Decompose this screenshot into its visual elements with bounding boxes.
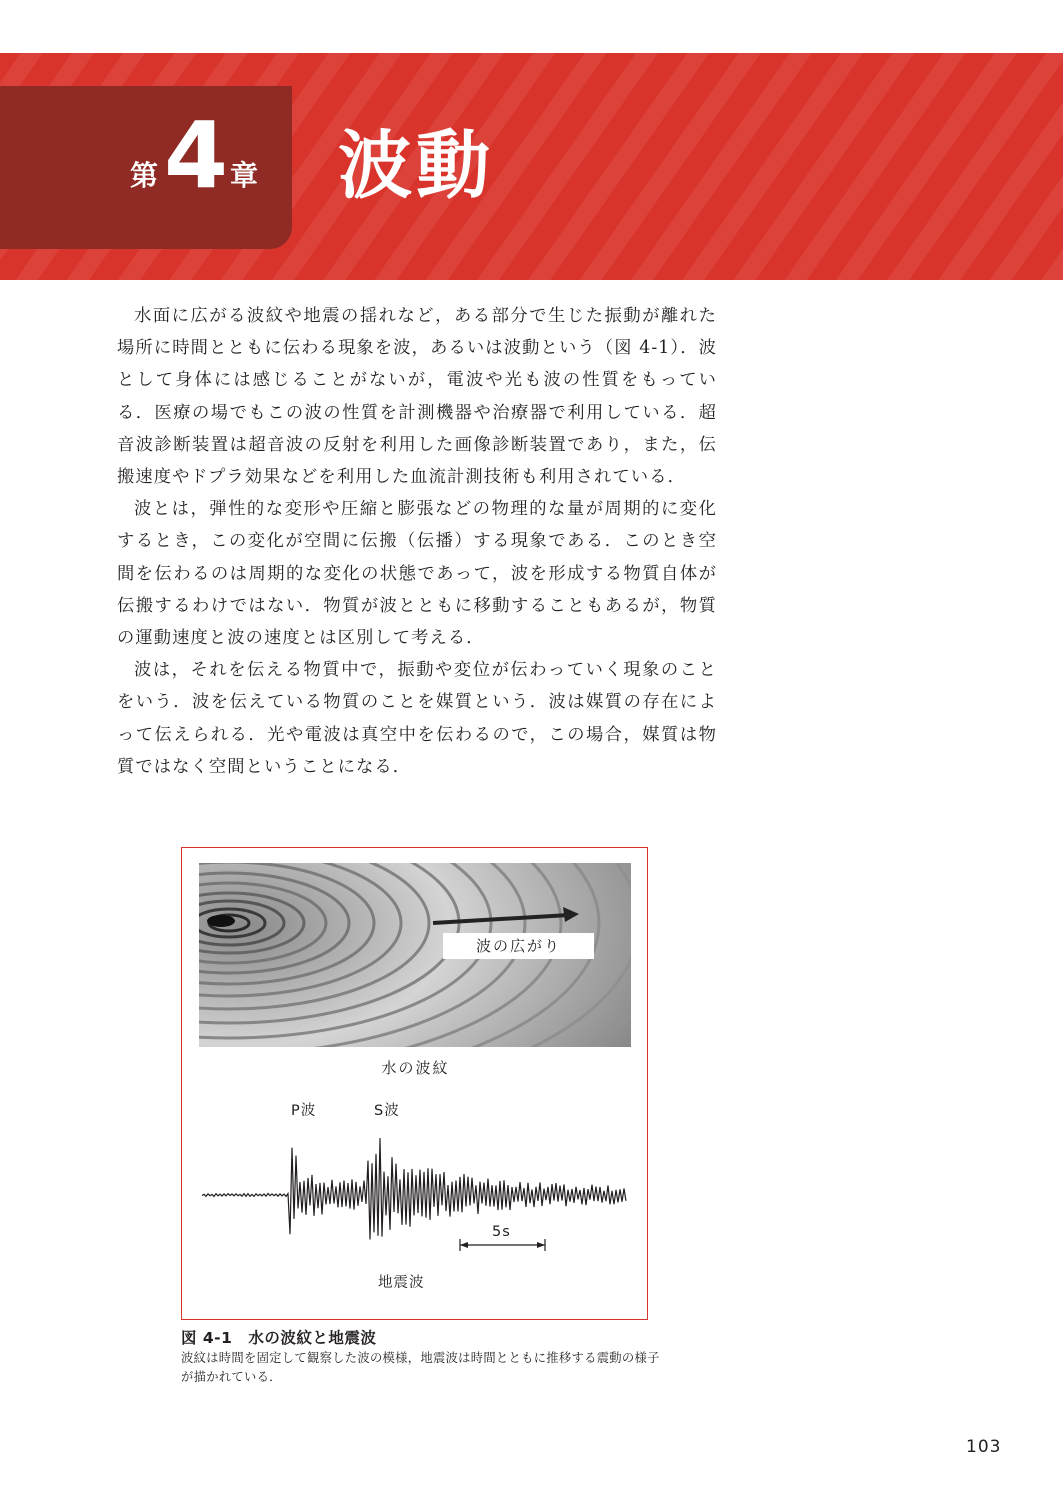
water-ripple-photo xyxy=(199,863,631,1047)
seismic-wave-line xyxy=(202,1138,626,1239)
page-number: 103 xyxy=(966,1437,1002,1457)
seismogram xyxy=(182,1088,649,1291)
photo-arrow-label: 波の広がり xyxy=(443,933,594,959)
chapter-banner xyxy=(0,53,1063,280)
figure-caption xyxy=(181,1327,661,1387)
s-wave-label: S波 xyxy=(374,1103,400,1119)
chapter-prefix: 第 xyxy=(130,159,159,192)
paragraph: 波は，それを伝える物質中で，振動や変位が伝わっていく現象のことをいう．波を伝えている物質のことを媒質という．波は媒質の存在によって伝えられる．光や電波は真空中を伝わるので，この場合，媒質は物質ではなく空間ということになる． xyxy=(117,660,717,777)
seismogram-trace xyxy=(182,1088,649,1288)
seismogram-caption: 地震波 xyxy=(378,1275,425,1291)
chapter-suffix: 章 xyxy=(230,159,259,192)
scale-arrow-left-icon xyxy=(460,1242,468,1248)
figure-caption-text: 波紋は時間を固定して観察した波の模様，地震波は時間とともに推移する震動の様子が描かれている． xyxy=(181,1351,660,1384)
paragraph: 水面に広がる波紋や地震の揺れなど，ある部分で生じた振動が離れた場所に時間とともに伝わる現象を波，あるいは波動という（図 4-1）．波として身体には感じることがないが，電波や光も波の性質をもっている．医療の場でもこの波の性質を計測機器や治療器で利用している．超音波診断装置は超音波の反射を利用した画像診断装置であり，また，伝搬速度やドプラ効果などを利用した血流計測技術も利用されている． xyxy=(117,306,717,488)
chapter-title: 波動 xyxy=(338,123,494,209)
scale-label: 5s xyxy=(492,1224,511,1240)
chapter-number: 4 xyxy=(164,102,229,209)
p-wave-label: P波 xyxy=(291,1103,317,1119)
body-text xyxy=(117,300,717,783)
photo-caption: 水の波紋 xyxy=(381,1059,450,1077)
figure-caption-title: 図 4-1 水の波紋と地震波 xyxy=(181,1329,377,1347)
figure-4-1 xyxy=(181,847,648,1320)
paragraph: 波とは，弾性的な変形や圧縮と膨張などの物理的な量が周期的に変化するとき，この変化が空間に伝搬（伝播）する現象である．このとき空間を伝わるのは周期的な変化の状態であって，波を形成する物質自体が伝搬するわけではない．物質が波とともに移動することもあるが，物質の運動速度と波の速度とは区別して考える． xyxy=(117,499,717,649)
chapter-number-box xyxy=(0,86,292,249)
scale-arrow-right-icon xyxy=(537,1242,545,1248)
